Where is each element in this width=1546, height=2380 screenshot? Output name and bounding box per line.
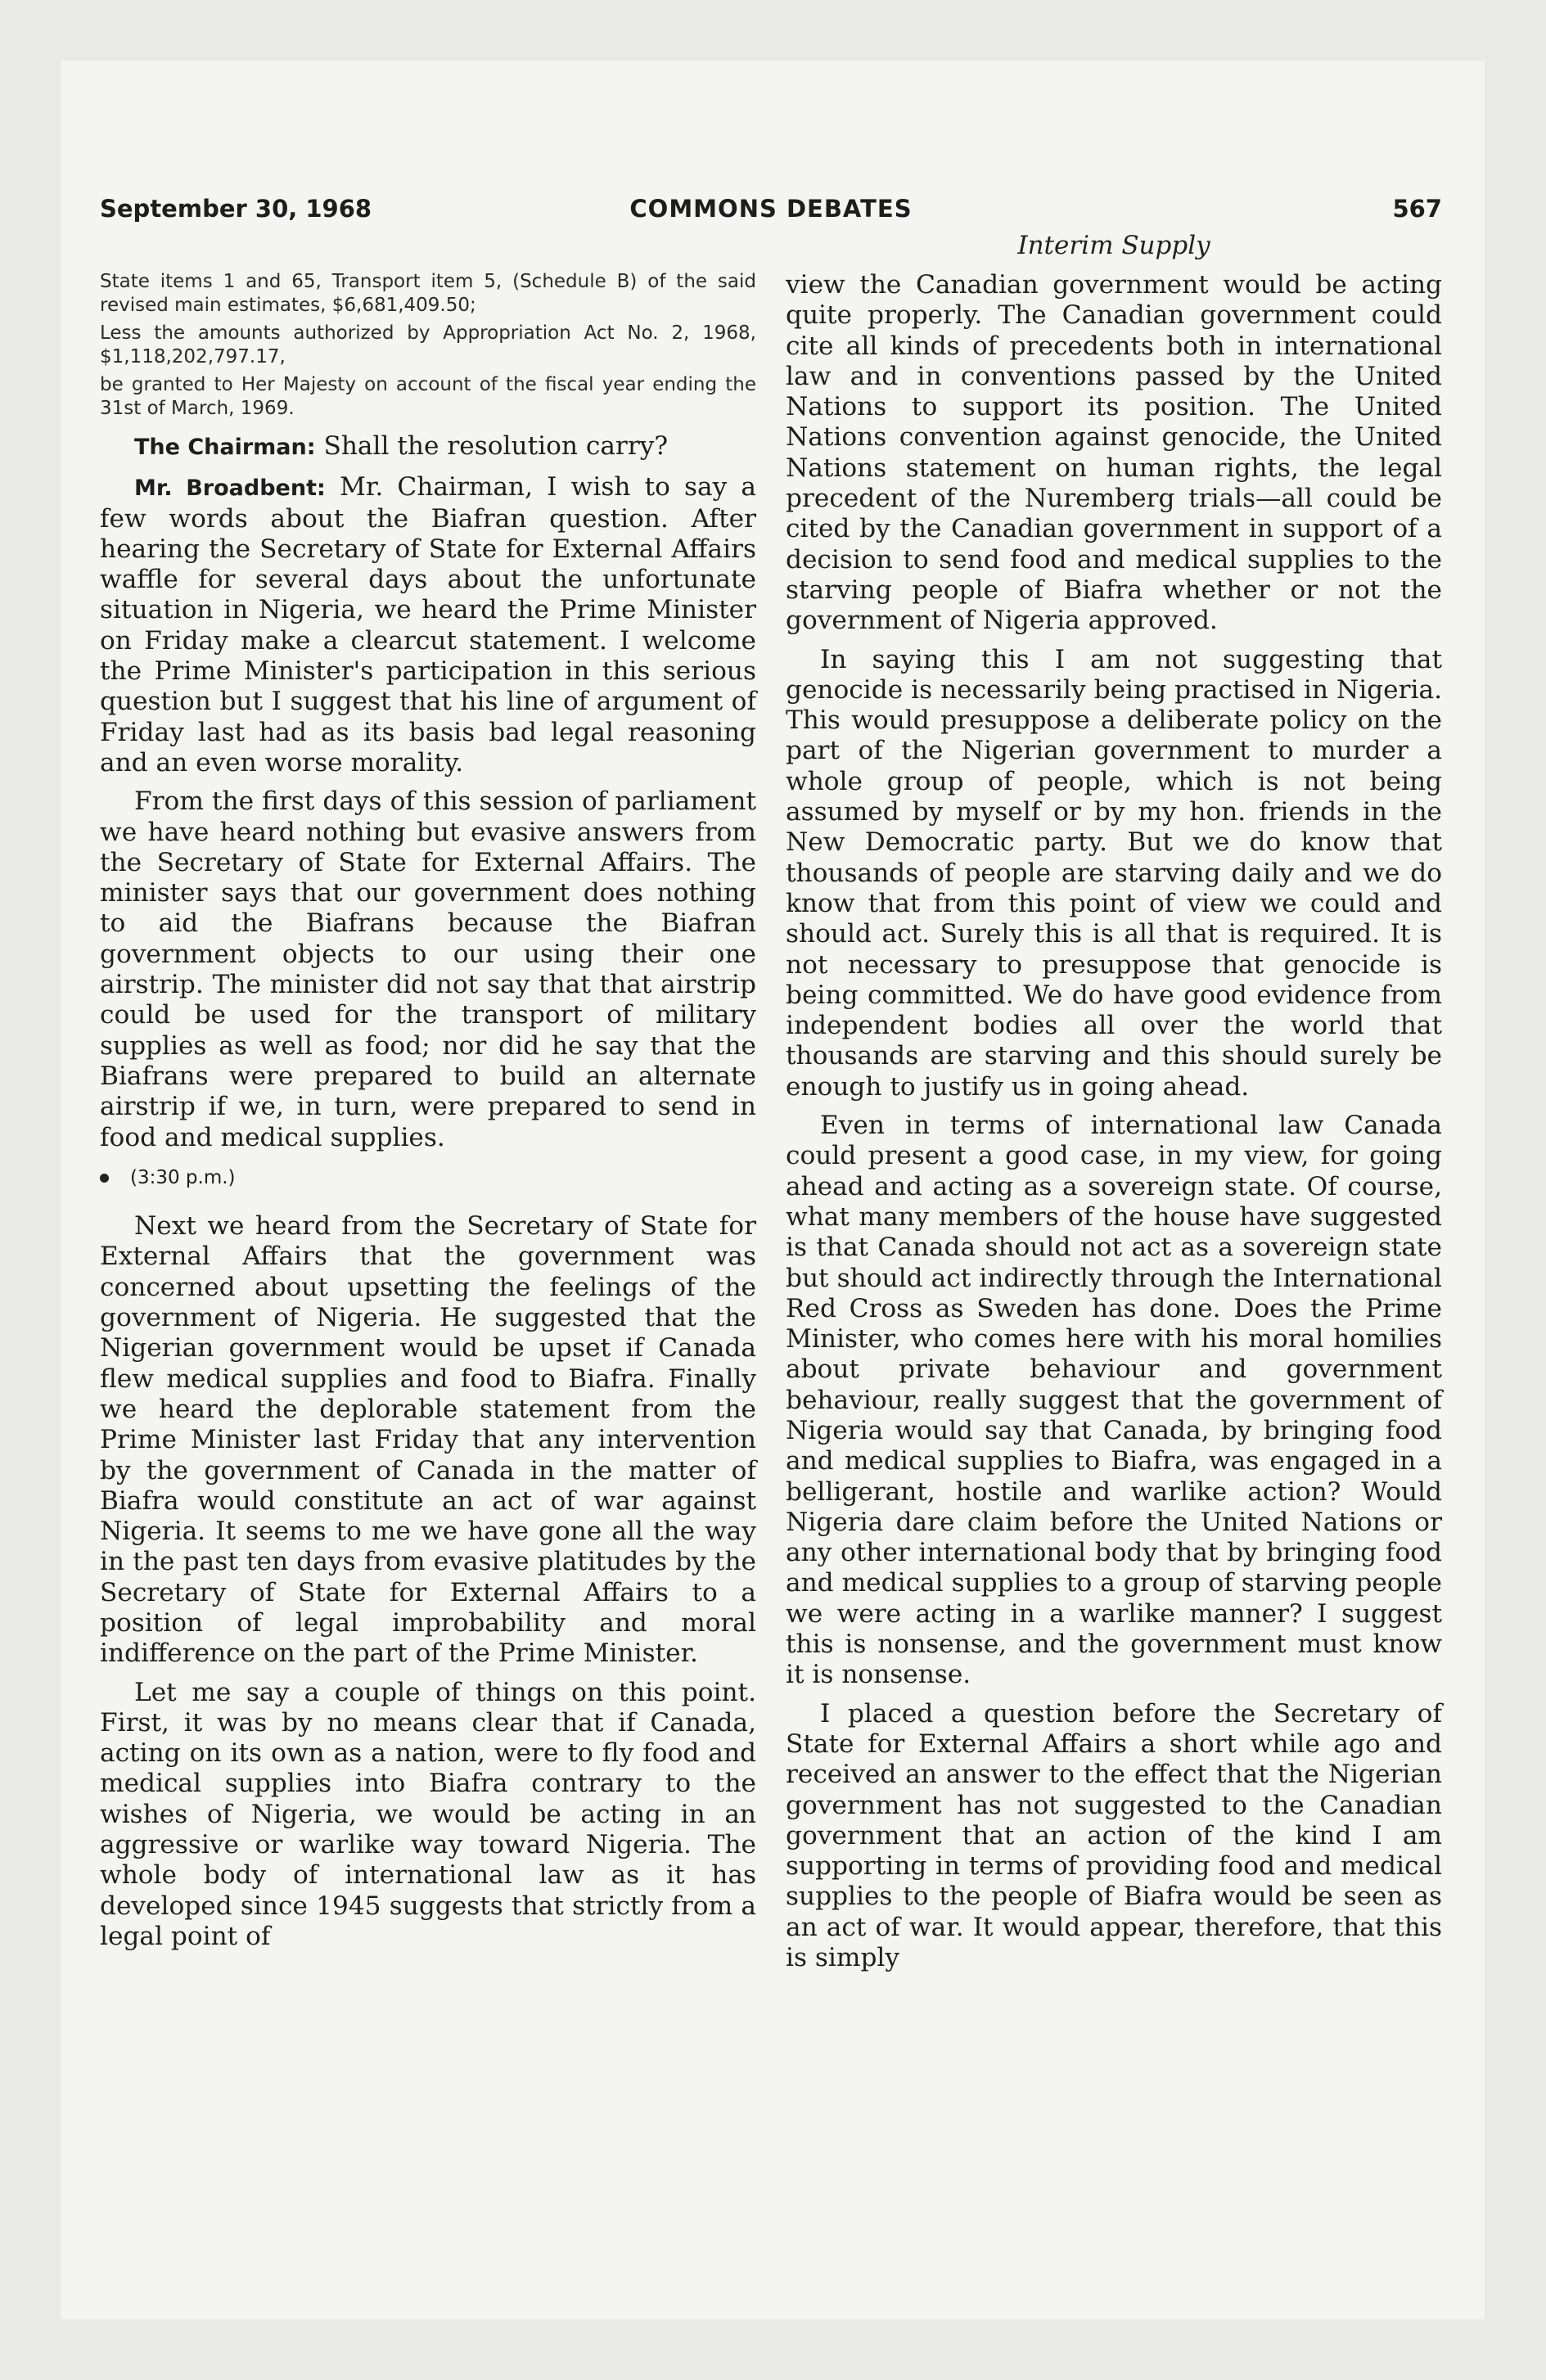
paragraph <box>100 472 756 778</box>
speaker-name: The Chairman: <box>134 435 316 460</box>
time-marker <box>100 1163 756 1193</box>
paragraph: I placed a question before the Secretary of State for External Affairs a short while ago and received an answer to the effect that the Nigerian government has not suggested to the Canadian government that an action of the kind I am supporting in terms of providing food and medical supplies to the people of Biafra would be seen as an act of war. It would appear, therefore, that this is simply <box>786 1698 1442 1973</box>
bullet-icon <box>100 1174 109 1183</box>
paragraph <box>100 431 756 462</box>
resolution-line: State items 1 and 65, Transport item 5, (Schedule B) of the said revised main estimates, $6,681,409.50; <box>100 271 756 316</box>
page-header <box>100 195 1442 232</box>
header-date: September 30, 1968 <box>100 195 372 223</box>
left-column <box>100 270 756 1960</box>
time-text: (3:30 p.m.) <box>130 1166 236 1188</box>
speech-text: Shall the resolution carry? <box>323 431 669 461</box>
paragraph: In saying this I am not suggesting that genocide is necessarily being practised in Nigeria. This would presuppose a deliberate policy on the part of the Nigerian government to murder a whole group of people, which is not being assumed by myself or by my hon. friends in the New Democratic party. But we do know that thousands of people are starving daily and we do know that from this point of view we could and should act. Surely this is all that is required. It is not necessary to presuppose that genocide is being committed. We do have good evidence from independent bodies all over the world that thousands are starving and this should surely be enough to justify us in going ahead. <box>786 644 1442 1102</box>
speech-text: Mr. Chairman, I wish to say a few words about the Biafran question. After hearing the Secretary of State for External Affairs waffle for several days about the unfortunate situation in Nigeria, we heard the Prime Minister on Friday make a clearcut statement. I welcome the Prime Minister's participation in this serious question but I suggest that his line of argument of Friday last had as its basis bad legal reasoning and an even worse morality. <box>100 472 756 778</box>
paragraph: Next we heard from the Secretary of State for External Affairs that the government was concerned about upsetting the feelings of the government of Nigeria. He suggested that the Nigerian government would be upset if Canada flew medical supplies and food to Biafra. Finally we heard the deplorable statement from the Prime Minister last Friday that any intervention by the government of Canada in the matter of Biafra would constitute an act of war against Nigeria. It seems to me we have gone all the way in the past ten days from evasive platitudes by the Secretary of State for External Affairs to a position of legal improbability and moral indifference on the part of the Prime Minister. <box>100 1211 756 1669</box>
paragraph: Even in terms of international law Canada could present a good case, in my view, for going ahead and acting as a sovereign state. Of course, what many members of the house have suggested is that Canada should not act as a sovereign state but should act indirectly through the International Red Cross as Sweden has done. Does the Prime Minister, who comes here with his moral homilies about private behaviour and government behaviour, really suggest that the government of Nigeria would say that Canada, by bringing food and medical supplies to Biafra, was engaged in a belligerant, hostile and warlike action? Would Nigeria dare claim before the United Nations or any other international body that by bringing food and medical supplies to a group of starving people we were acting in a warlike manner? I suggest this is nonsense, and the government must know it is nonsense. <box>786 1111 1442 1690</box>
paragraph: view the Canadian government would be acting quite properly. The Canadian government could cite all kinds of precedents both in international law and in conventions passed by the United Nations to support its position. The United Nations convention against genocide, the United Nations statement on human rights, the legal precedent of the Nuremberg trials—all could be cited by the Canadian government in support of a decision to send food and medical supplies to the starving people of Biafra whether or not the government of Nigeria approved. <box>786 270 1442 636</box>
resolution-line: Less the amounts authorized by Appropriation Act No. 2, 1968, $1,118,202,797.17, <box>100 322 756 367</box>
header-title: COMMONS DEBATES <box>629 195 913 223</box>
paragraph: From the first days of this session of parliament we have heard nothing but evasive answers from the Secretary of State for External Affairs. The minister says that our government does nothing to aid the Biafrans because the Biafran government objects to our using their one airstrip. The minister did not say that that airstrip could be used for the transport of military supplies as well as food; nor did he say that the Biafrans were prepared to build an alternate airstrip if we, in turn, were prepared to send in food and medical supplies. <box>100 787 756 1152</box>
section-subheader: Interim Supply <box>1017 231 1210 260</box>
resolution-line: be granted to Her Majesty on account of the fiscal year ending the 31st of March, 1969. <box>100 374 756 419</box>
right-column <box>786 270 1442 1981</box>
paragraph: Let me say a couple of things on this point. First, it was by no means clear that if Canada, acting on its own as a nation, were to fly food and medical supplies into Biafra contrary to the wishes of Nigeria, we would be acting in an aggressive or warlike way toward Nigeria. The whole body of international law as it has developed since 1945 suggests that strictly from a legal point of <box>100 1677 756 1951</box>
resolution-text <box>100 270 756 420</box>
page-number: 567 <box>1392 195 1442 223</box>
speaker-name: Mr. Broadbent: <box>134 476 326 502</box>
